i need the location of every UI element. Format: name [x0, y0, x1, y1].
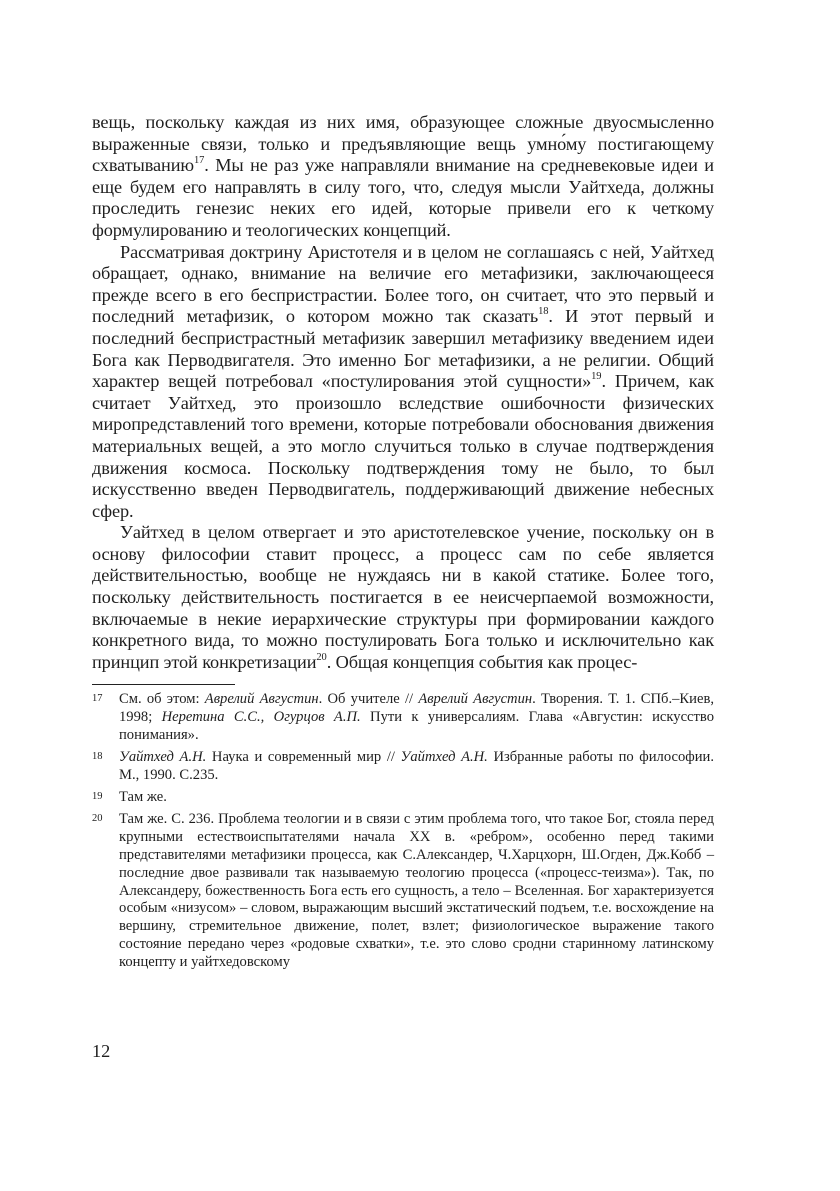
footnote-text — [119, 749, 714, 785]
footnote-text: Там же. С. 236. Проблема теологии и в связи с этим проблема того, что такое Бог, стояла перед крупными естествоиспытателями начала XX в. «ребром», особенно перед такими представителями метафизики процесса, как С.Александер, Ч.Харцхорн, Ш.Огден, Дж.Кобб – последние двое развивали так называемую теологию процесса («процесс-теизма»). Так, по Александеру, божественность Бога есть его сущность, а тело – Вселенная. Бог характеризуется особым «низусом» – словом, выражающим высший экстатический подъем, т.е. восхождение на вершину, стремительное движение, полет, взлет; физиологическое выражение такого состояние передано через «родовые схватки», т.е. это слово сродни старинному латинскому концепту и уайтхедовскому — [119, 810, 714, 971]
footnote-17-text-4: Пути к универсалиям. Глава «Августин: искусство понимания». — [119, 709, 715, 744]
paragraph-3-text-a: Уайтхед в целом отвергает и это аристотелевское учение, поскольку он в основу философии ставит процесс, а процесс сам по себе является действительностью, вообще не нуждаясь ни в какой статике. Более того, поскольку действительность постигается в ее неисчерпаемой возможности, включаемые в некие иерархические структуры при формировании каждого конкретного вида, то можно постулировать Бога только и исключительно как принцип этой конкретизации — [92, 522, 714, 672]
footnote-ref-18[interactable]: 18 — [538, 306, 549, 318]
footnote-number: 19 — [92, 790, 103, 802]
paragraph-3 — [92, 522, 714, 673]
footnote-number: 17 — [92, 693, 103, 705]
footnote-17-author-1: Аврелий Августин — [204, 691, 319, 708]
footnote-20 — [92, 811, 714, 972]
footnote-text — [119, 691, 714, 745]
paragraph-2-text-c: . Причем, как считает Уайтхед, это произошло вследствие ошибочности физических миропредставлений того времени, которые потребовали обоснования движения материальных вещей, а это могло случиться только в случае подтверждения движения космоса. Поскольку подтверждения тому не было, то был искусственно введен Перводвигатель, поддерживающий движение небесных сфер. — [92, 371, 714, 521]
paragraph-1-text-b: . Мы не раз уже направляли внимание на средневековые идеи и еще будем его направлять в силу того, что, следуя мысли Уайтхеда, должны проследить генезис неких его идей, которые привели его к четкому формулированию и теологических концепций. — [92, 155, 714, 240]
paragraph-1 — [92, 112, 714, 242]
footnote-18-author-1: Уайтхед А.Н. — [119, 749, 207, 766]
footnote-text: Там же. — [119, 788, 167, 805]
footnote-18 — [92, 749, 714, 785]
footnote-17-author-3: Неретина С.С., Огурцов А.П. — [161, 709, 361, 726]
footnote-17-author-2: Аврелий Августин — [418, 691, 533, 708]
page-number: 12 — [92, 1041, 111, 1061]
paragraph-2-text-a: Рассматривая доктрину Аристотеля и в целом не соглашаясь с ней, Уайтхед обращает, однако, внимание на величие его метафизики, заключающееся прежде всего в его беспристрастии. Более того, он считает, что это первый и последний метафизик, о котором можно так сказать — [92, 241, 714, 327]
footnote-ref-19[interactable]: 19 — [591, 371, 602, 383]
footnote-ref-17[interactable]: 17 — [193, 155, 205, 167]
footnote-18-text-1: Наука и современный мир // — [206, 749, 401, 766]
footnote-17 — [92, 691, 714, 745]
footnote-divider — [92, 684, 235, 685]
footnote-17-text-2: . Об учителе // — [318, 691, 419, 708]
footnote-17-text-3: . Творения. Т. 1. СПб.–Киев, 1998; — [119, 691, 714, 726]
paragraph-2 — [92, 242, 714, 523]
paragraph-2-text-b: . И этот первый и последний беспристрастный метафизик завершил метафизику введением идеи Бога как Перводвигателя. Это именно Бог метафизики, а не религии. Общий характер вещей потребовал «постулирования этой сущности» — [92, 306, 714, 392]
paragraph-3-text-b: . Общая концепция события как процес- — [326, 651, 638, 672]
footnote-18-text-2: Избранные работы по философии. М., 1990. С.235. — [119, 749, 714, 784]
paragraph-1-text-a: вещь, поскольку каждая из них имя, образующее сложные двуосмысленно выраженные связи, только и предъявляющие вещь умно́му постигающему схватыванию — [92, 112, 714, 176]
footnote-number: 18 — [92, 751, 103, 763]
footnote-ref-20[interactable]: 20 — [316, 651, 327, 663]
footnote-number: 20 — [92, 812, 103, 824]
footnote-19 — [92, 789, 714, 807]
page-content — [92, 112, 714, 972]
footnote-17-text-1: См. об этом: — [119, 691, 205, 708]
footnote-18-author-2: Уайтхед А.Н. — [400, 749, 488, 766]
